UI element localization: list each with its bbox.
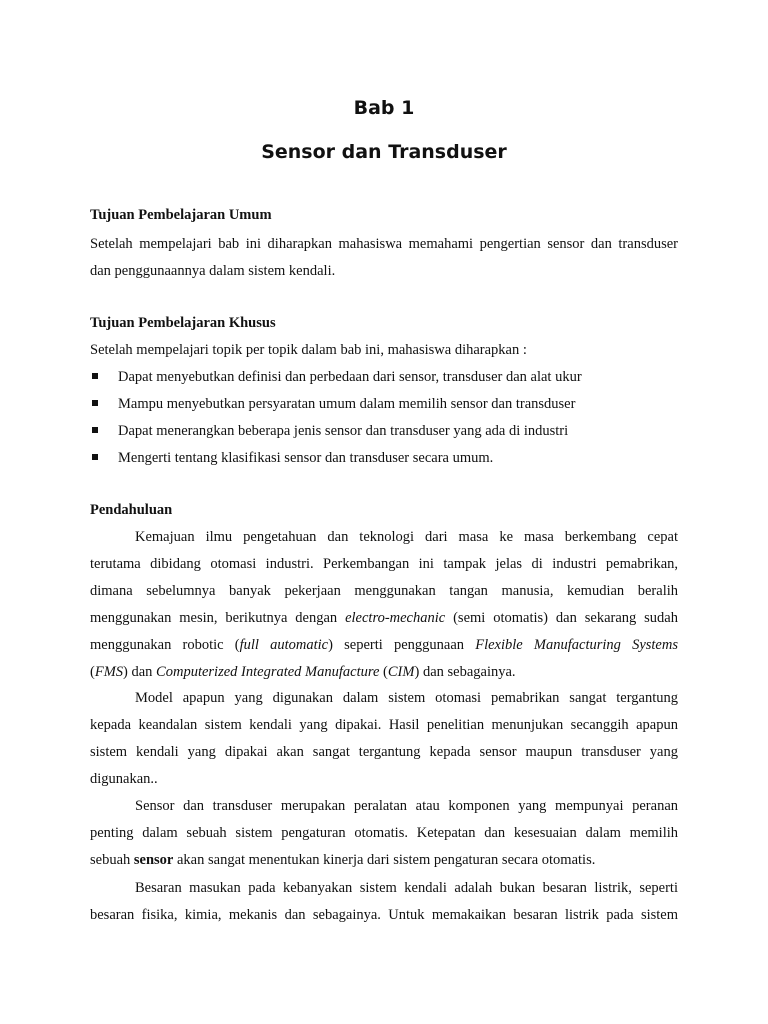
- heading-tpk: Tujuan Pembelajaran Khusus: [90, 315, 276, 331]
- paragraph-line: Model apapun yang digunakan dalam sistem otomasi pemabrikan sangat tergantung: [135, 690, 678, 706]
- chapter-title: Sensor dan Transduser: [261, 141, 507, 163]
- italic-term: FMS: [94, 664, 124, 680]
- tpk-intro: Setelah mempelajari topik per topik dalam bab ini, mahasiswa diharapkan :: [90, 342, 527, 358]
- paragraph-line: besaran fisika, kimia, mekanis dan sebagainya. Untuk memakaikan besaran listrik pada sistem: [90, 907, 678, 923]
- paragraph-line: [90, 853, 678, 868]
- paragraph-line: digunakan..: [90, 771, 158, 787]
- chapter-number: Bab 1: [353, 97, 415, 119]
- text-run: ) dan sebagainya.: [414, 664, 516, 680]
- italic-term: CIM: [387, 664, 415, 680]
- text-run: (semi otomatis) dan sekarang sudah: [445, 610, 678, 626]
- bullet-icon: [92, 373, 98, 379]
- text-run: akan sangat menentukan kinerja dari sistem pengaturan secara otomatis.: [173, 852, 596, 868]
- tpk-item: Mengerti tentang klasifikasi sensor dan transduser secara umum.: [118, 450, 494, 466]
- italic-term: full automatic: [239, 637, 329, 653]
- tpk-item: Dapat menyebutkan definisi dan perbedaan dari sensor, transduser dan alat ukur: [118, 369, 582, 385]
- bullet-icon: [92, 400, 98, 406]
- text-run: ) dan: [123, 664, 157, 680]
- paragraph-line: kepada keandalan sistem kendali yang dipakai. Hasil penelitian menunjukan secanggih apapun: [90, 717, 678, 733]
- paragraph-line: Besaran masukan pada kebanyakan sistem kendali adalah bukan besaran listrik, seperti: [135, 880, 678, 896]
- italic-term: electro-mechanic: [345, 610, 446, 626]
- bullet-icon: [92, 427, 98, 433]
- paragraph-line: dimana sebelumnya banyak pekerjaan menggunakan tangan manusia, kemudian beralih: [90, 583, 678, 599]
- text-run: menggunakan robotic (: [90, 637, 240, 653]
- paragraph-line: penting dalam sebuah sistem pengaturan otomatis. Ketepatan dan kesesuaian dalam memilih: [90, 825, 678, 841]
- italic-term: Flexible Manufacturing Systems: [475, 637, 678, 653]
- paragraph-line: [90, 611, 678, 626]
- paragraph-line: sistem kendali yang dipakai akan sangat tergantung kepada sensor maupun transduser yang: [90, 744, 678, 760]
- paragraph-line: terutama dibidang otomasi industri. Perkembangan ini tampak jelas di industri pemabrikan,: [90, 556, 678, 572]
- text-run: (: [90, 664, 95, 680]
- tpu-line: Setelah mempelajari bab ini diharapkan mahasiswa memahami pengertian sensor dan transduser: [90, 236, 678, 252]
- bullet-icon: [92, 454, 98, 460]
- text-run: (: [379, 664, 388, 680]
- paragraph-line: Kemajuan ilmu pengetahuan dan teknologi dari masa ke masa berkembang cepat: [135, 529, 678, 545]
- tpu-line: dan penggunaannya dalam sistem kendali.: [90, 263, 336, 279]
- paragraph-line: [90, 638, 678, 653]
- italic-term: Computerized Integrated Manufacture: [156, 664, 380, 680]
- heading-pendahuluan: Pendahuluan: [90, 502, 173, 518]
- tpk-item: Mampu menyebutkan persyaratan umum dalam memilih sensor dan transduser: [118, 396, 576, 412]
- bold-term: sensor: [133, 852, 174, 868]
- paragraph-line: Sensor dan transduser merupakan peralatan atau komponen yang mempunyai peranan: [135, 798, 678, 814]
- text-run: ) seperti penggunaan: [328, 637, 476, 653]
- heading-tpu: Tujuan Pembelajaran Umum: [90, 207, 272, 223]
- text-run: sebuah: [90, 852, 134, 868]
- tpk-item: Dapat menerangkan beberapa jenis sensor dan transduser yang ada di industri: [118, 423, 569, 439]
- paragraph-line: [90, 665, 678, 680]
- text-run: menggunakan mesin, berikutnya dengan: [90, 610, 346, 626]
